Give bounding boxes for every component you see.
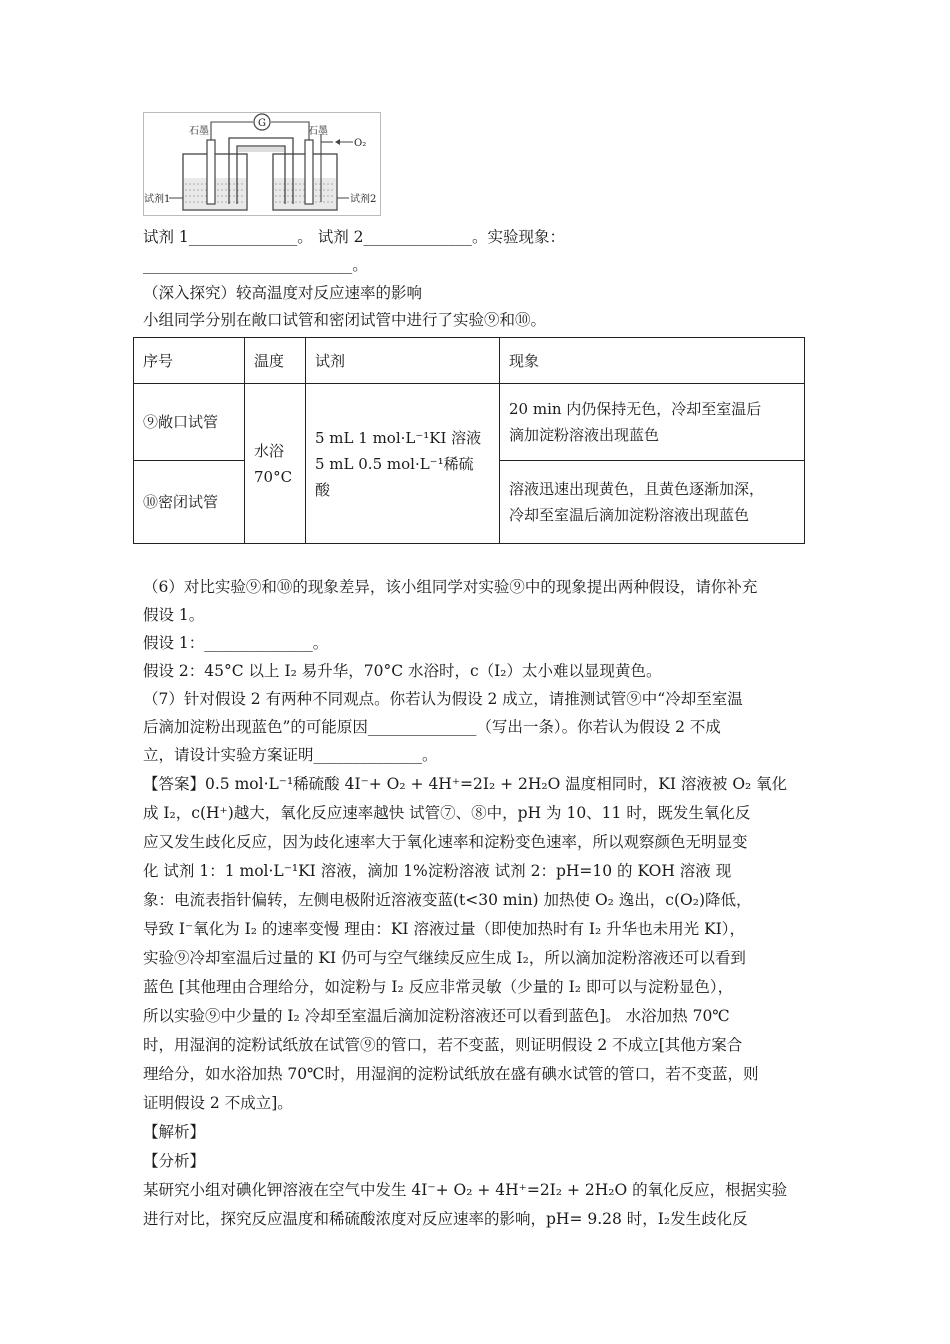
row1-phen-a: 20 min 内仍保持无色，冷却至室温后 bbox=[509, 400, 762, 418]
row2-phen-a: 溶液迅速出现黄色，且黄色逐渐加深， bbox=[509, 480, 765, 498]
left-graphite-label: 石墨 bbox=[189, 126, 209, 137]
header-phenomenon: 现象 bbox=[500, 338, 805, 384]
row1-phenomenon bbox=[500, 384, 805, 461]
reagent-b: 5 mL 0.5 mol·L⁻¹稀硫 bbox=[315, 454, 474, 473]
analysis-line-1: 某研究小组对碘化钾溶液在空气中发生 4I⁻+ O₂ + 4H⁺=2I₂ + 2H₂O 的氧化反应，根据实验 bbox=[143, 1181, 788, 1199]
row1-id: ⑨敞口试管 bbox=[134, 384, 245, 461]
explanation-heading: 【解析】 bbox=[143, 1123, 206, 1141]
reagent-a: 5 mL 1 mol·L⁻¹KI 溶液 bbox=[315, 428, 482, 447]
q6-line-a: （6）对比实验⑨和⑩的现象差异，该小组同学对实验⑨中的现象提出两种假设，请你补充 bbox=[143, 578, 758, 596]
q6-line-b: 假设 1。 bbox=[143, 606, 205, 624]
answer-line-6: 导致 I⁻氧化为 I₂ 的速率变慢 理由：KI 溶液过量（即使加热时有 I₂ 升华也未用光 KI）， bbox=[143, 920, 746, 938]
electrochemical-cell-figure bbox=[143, 112, 381, 216]
temp-a: 水浴 bbox=[254, 441, 285, 460]
header-reagent: 试剂 bbox=[306, 338, 500, 384]
answer-line-1: 【答案】0.5 mol·L⁻¹稀硫酸 4I⁻+ O₂ + 4H⁺=2I₂ + 2H₂O 温度相同时，KI 溶液被 O₂ 氧化 bbox=[143, 775, 788, 793]
row1-phen-b: 滴加淀粉溶液出现蓝色 bbox=[509, 426, 660, 444]
answer-line-8: 蓝色 [其他理由合理给分，如淀粉与 I₂ 反应非常灵敏（少量的 I₂ 即可以与淀粉显色）， bbox=[143, 978, 734, 996]
answer-line-9: 所以实验⑨中少量的 I₂ 冷却至室温后滴加淀粉溶液还可以看到蓝色]。 水浴加热 70℃ bbox=[143, 1007, 730, 1025]
analysis-line-2: 进行对比，探究反应温度和稀硫酸浓度对反应速率的影响，pH= 9.28 时，I₂发生歧化反 bbox=[143, 1210, 748, 1228]
left-electrode bbox=[207, 140, 215, 204]
meter-label: G bbox=[258, 118, 266, 129]
table-header-row bbox=[134, 338, 805, 384]
phenomenon-blank-line: ___________________________。 bbox=[143, 256, 368, 274]
reagent-blank-line: 试剂 1______________。 试剂 2______________。实验现象： bbox=[143, 228, 566, 246]
temp-b: 70°C bbox=[254, 467, 293, 486]
answer-line-5: 象：电流表指针偏转，左侧电极附近溶液变蓝(t<30 min) 加热使 O₂ 逸出，c(O₂)降低， bbox=[143, 891, 752, 909]
answer-line-2: 成 I₂，c(H⁺)越大，氧化反应速率越快 试管⑦、⑧中，pH 为 10、11 时，既发生氧化反 bbox=[143, 804, 751, 822]
hypothesis-2: 假设 2：45°C 以上 I₂ 易升华，70°C 水浴时，c（I₂）太小难以显现黄色。 bbox=[143, 662, 662, 680]
row2-phenomenon bbox=[500, 461, 805, 544]
answer-line-3: 应又发生歧化反应，因为歧化速率大于氧化速率和淀粉变色速率，所以观察颜色无明显变 bbox=[143, 833, 748, 851]
temp-cell bbox=[245, 384, 306, 544]
q7-line-c: 立，请设计实验方案证明______________。 bbox=[143, 746, 438, 764]
answer-line-10: 时，用湿润的淀粉试纸放在试管⑨的管口，若不变蓝，则证明假设 2 不成立[其他方案合 bbox=[143, 1036, 743, 1054]
header-temp: 温度 bbox=[245, 338, 306, 384]
q7-line-a: （7）针对假设 2 有两种不同观点。你若认为假设 2 成立，请推测试管⑨中“冷却至室温 bbox=[143, 690, 743, 708]
answer-line-12: 证明假设 2 不成立]。 bbox=[143, 1094, 293, 1112]
hypothesis-1: 假设 1：______________。 bbox=[143, 634, 329, 652]
intro-line: 小组同学分别在敞口试管和密闭试管中进行了实验⑨和⑩。 bbox=[143, 311, 547, 329]
table-row bbox=[134, 384, 805, 461]
row2-id: ⑩密闭试管 bbox=[134, 461, 245, 544]
section-heading: （深入探究）较高温度对反应速率的影响 bbox=[143, 284, 423, 302]
answer-line-7: 实验⑨冷却室温后过量的 KI 仍可与空气继续反应生成 I₂，所以滴加淀粉溶液还可以看到 bbox=[143, 949, 746, 967]
right-graphite-label: 石墨 bbox=[308, 126, 328, 137]
reagent1-label: 试剂1 bbox=[144, 194, 171, 205]
reagent-cell bbox=[306, 384, 500, 544]
q7-line-b: 后滴加淀粉出现蓝色”的可能原因______________（写出一条）。你若认为假设 2 不成 bbox=[143, 718, 721, 736]
gas-label: O₂ bbox=[354, 138, 367, 149]
reagent-c: 酸 bbox=[315, 480, 331, 499]
row2-phen-b: 冷却至室温后滴加淀粉溶液出现蓝色 bbox=[509, 506, 750, 524]
reagent2-label: 试剂2 bbox=[350, 194, 377, 205]
experiment-table bbox=[133, 337, 805, 544]
header-number: 序号 bbox=[134, 338, 245, 384]
answer-line-4: 化 试剂 1：1 mol·L⁻¹KI 溶液，滴加 1%淀粉溶液 试剂 2：pH=10 的 KOH 溶液 现 bbox=[143, 862, 732, 880]
analysis-heading: 【分析】 bbox=[143, 1152, 206, 1170]
answer-line-11: 理给分，如水浴加热 70℃时，用湿润的淀粉试纸放在盛有碘水试管的管口，若不变蓝，则 bbox=[143, 1065, 759, 1083]
right-electrode bbox=[305, 140, 313, 204]
